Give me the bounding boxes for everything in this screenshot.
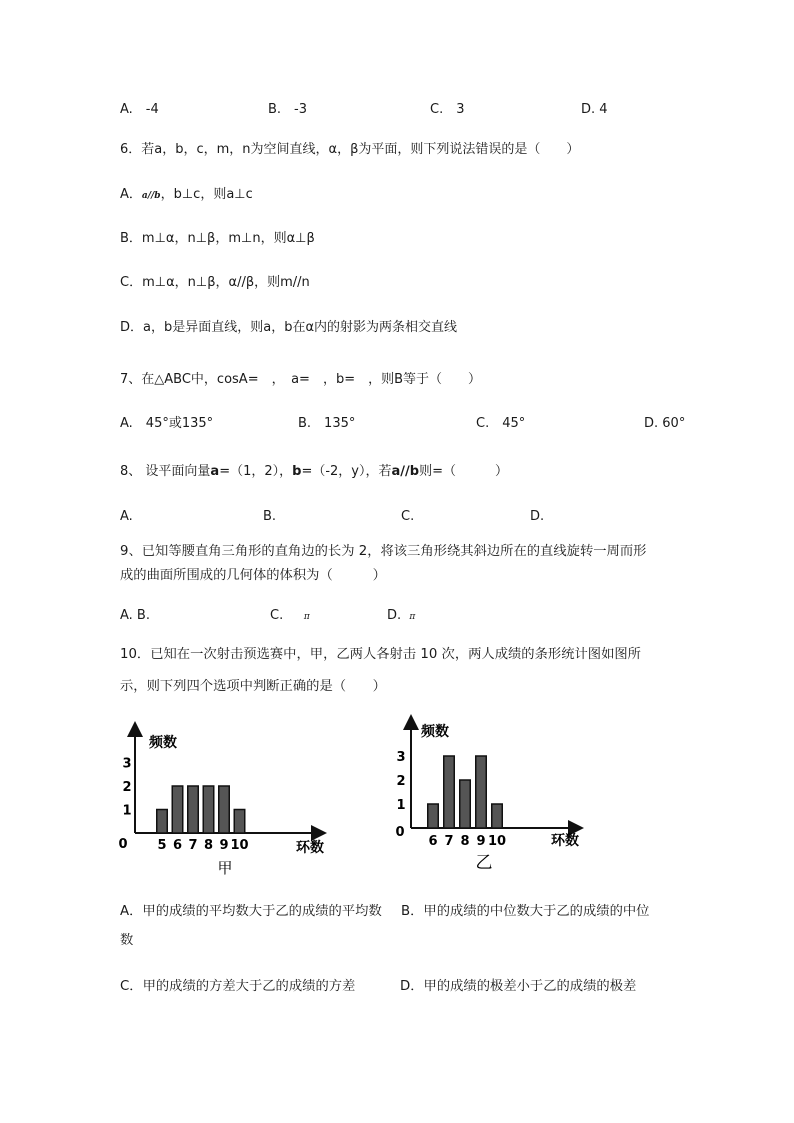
chart-yi-origin: 0 bbox=[395, 825, 405, 840]
q8-vector-a: a bbox=[210, 464, 220, 479]
chart-jia-xtick-10: 10 bbox=[230, 838, 249, 853]
chart-jia bbox=[115, 715, 335, 880]
q6-option-c: C．m⊥α，n⊥β，α//β，则m//n bbox=[120, 275, 310, 290]
chart-jia-bar-7 bbox=[188, 786, 199, 833]
q8-stem bbox=[120, 465, 508, 478]
chart-yi-xtick-10: 10 bbox=[487, 834, 507, 849]
chart-jia-title: 甲 bbox=[217, 859, 233, 877]
q9-option-d bbox=[387, 609, 415, 622]
q7-option-d: D. 60° bbox=[644, 416, 686, 431]
q10-option-b: B．甲的成绩的中位数大于乙的成绩的中位 bbox=[401, 904, 650, 919]
q8-option-c: C. bbox=[401, 509, 415, 524]
q7-option-b: B. 135° bbox=[298, 416, 356, 431]
chart-yi-ytick-1: 1 bbox=[396, 798, 406, 813]
chart-yi-bar-10 bbox=[492, 804, 503, 828]
chart-yi-bar-8 bbox=[460, 780, 471, 828]
q9-option-d-label: D. bbox=[387, 608, 402, 623]
q8-stem-suffix: 则=（ ） bbox=[419, 464, 508, 479]
chart-jia-xlabel: 环数 bbox=[296, 840, 324, 856]
q6-option-b: B．m⊥α，n⊥β，m⊥n，则α⊥β bbox=[120, 231, 315, 246]
q8-parallel: a∕∕b bbox=[391, 464, 420, 479]
q5-option-d: D. 4 bbox=[581, 102, 608, 117]
q5-option-b: B. -3 bbox=[268, 102, 308, 117]
chart-yi-ylabel: 频数 bbox=[421, 724, 449, 740]
chart-yi-xlabel: 环数 bbox=[551, 833, 579, 849]
chart-jia-bar-8 bbox=[203, 786, 214, 833]
chart-jia-xtick-5: 5 bbox=[157, 838, 167, 853]
chart-jia-xtick-7: 7 bbox=[188, 838, 198, 853]
q5-option-c: C. 3 bbox=[430, 102, 465, 117]
chart-yi-bar-7 bbox=[444, 756, 455, 828]
chart-yi bbox=[385, 708, 595, 878]
chart-jia-bar-9 bbox=[219, 786, 230, 833]
q7-stem: 7、在△ABC中，cosA= ， a= ，b= ，则B等于（ ） bbox=[120, 372, 482, 387]
chart-jia-ytick-1: 1 bbox=[122, 803, 132, 819]
chart-yi-bar-9 bbox=[476, 756, 487, 828]
chart-yi-xtick-8: 8 bbox=[460, 834, 470, 849]
chart-yi-title: 乙 bbox=[475, 853, 493, 873]
q8-vector-b: b bbox=[292, 464, 302, 479]
chart-yi-xtick-7: 7 bbox=[444, 834, 454, 849]
q10-option-a: A．甲的成绩的平均数大于乙的成绩的平均数 bbox=[120, 904, 382, 919]
chart-jia-bar-10 bbox=[234, 810, 245, 834]
chart-jia-xtick-6: 6 bbox=[172, 838, 183, 853]
q10-option-d: D．甲的成绩的极差小于乙的成绩的极差 bbox=[400, 979, 637, 994]
chart-yi-xtick-6: 6 bbox=[428, 834, 438, 849]
q7-option-c: C. 45° bbox=[476, 416, 526, 431]
q6-option-a bbox=[120, 188, 253, 201]
q8-option-a: A. bbox=[120, 509, 133, 524]
q5-option-a: A. -4 bbox=[120, 102, 159, 117]
chart-yi-xtick-9: 9 bbox=[476, 834, 486, 849]
chart-jia-ytick-2: 2 bbox=[122, 780, 132, 795]
q9-stem-line1: 9、已知等腰直角三角形的直角边的长为 2，将该三角形绕其斜边所在的直线旋转一周而形 bbox=[120, 544, 647, 559]
chart-jia-ytick-3: 3 bbox=[122, 756, 132, 772]
chart-yi-ytick-3: 3 bbox=[396, 750, 406, 765]
q10-option-c: C．甲的成绩的方差大于乙的成绩的方差 bbox=[120, 979, 356, 994]
chart-jia-origin: 0 bbox=[118, 837, 128, 852]
q6-option-a-label: A． bbox=[120, 187, 142, 202]
q8-option-d: D. bbox=[530, 509, 545, 524]
q8-option-b: B. bbox=[263, 509, 277, 524]
q6-stem: 6．若a，b，c，m，n为空间直线，α，β为平面，则下列说法错误的是（ ） bbox=[120, 142, 580, 157]
q6-option-d: D．a，b是异面直线，则a，b在α内的射影为两条相交直线 bbox=[120, 320, 458, 335]
q9-option-d-pi: π bbox=[409, 612, 416, 622]
q10-option-b-continued: 数 bbox=[120, 933, 134, 948]
chart-yi-bar-6 bbox=[428, 804, 439, 828]
q9-option-c-pi: π bbox=[303, 612, 310, 622]
q9-stem-line2: 成的曲面所围成的几何体的体积为（ ） bbox=[120, 568, 386, 583]
q9-option-c-label: C. bbox=[270, 608, 284, 623]
q6-option-a-condition: a//b bbox=[141, 191, 161, 201]
chart-jia-xtick-8: 8 bbox=[203, 838, 214, 853]
chart-jia-xtick-9: 9 bbox=[219, 838, 229, 853]
q8-stem-mid1: =（1，2）， bbox=[219, 464, 293, 479]
chart-jia-bar-5 bbox=[157, 810, 168, 834]
q6-option-a-rest: ，b⊥c，则a⊥c bbox=[160, 187, 253, 202]
q7-option-a: A. 45°或135° bbox=[120, 416, 214, 431]
q8-stem-mid2: =（-2，y），若 bbox=[301, 464, 392, 479]
chart-jia-ylabel: 频数 bbox=[149, 735, 177, 751]
q8-stem-prefix: 8、 设平面向量 bbox=[120, 464, 211, 479]
chart-yi-ytick-2: 2 bbox=[396, 774, 406, 789]
q9-option-c bbox=[270, 609, 310, 622]
chart-jia-bar-6 bbox=[172, 786, 183, 833]
q10-stem-line2: 示，则下列四个选项中判断正确的是（ ） bbox=[120, 679, 386, 694]
q10-stem-line1: 10．已知在一次射击预选赛中，甲，乙两人各射击 10 次，两人成绩的条形统计图如图所 bbox=[120, 647, 641, 662]
q9-option-ab: A. B. bbox=[120, 608, 150, 623]
